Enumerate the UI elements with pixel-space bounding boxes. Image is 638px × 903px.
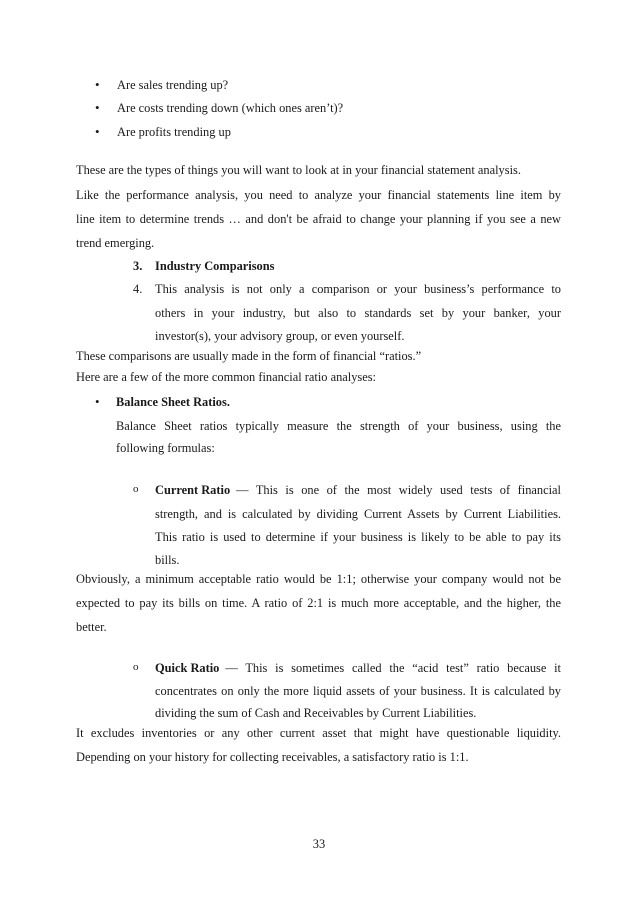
paragraph-line: These are the types of things you will want to look at in your financial statement analysis. bbox=[76, 163, 521, 177]
paragraph-line: line item to determine trends … and don't be afraid to change your planning if you see a new bbox=[76, 212, 561, 226]
bullet-dot: • bbox=[95, 124, 100, 139]
bullet-item: Are costs trending down (which ones aren’t)? bbox=[117, 101, 344, 115]
paragraph-line: Like the performance analysis, you need to analyze your financial statements line item by bbox=[76, 188, 561, 202]
paragraph-line: trend emerging. bbox=[76, 236, 155, 250]
paragraph-line: better. bbox=[76, 620, 107, 634]
page-number: 33 bbox=[312, 837, 326, 851]
bullet-dot: • bbox=[95, 77, 100, 92]
paragraph-line: Here are a few of the more common financial ratio analyses: bbox=[76, 370, 376, 384]
paragraph-line: — This is one of the most widely used tests of financial bbox=[236, 483, 561, 497]
paragraph-line: investor(s), your advisory group, or even yourself. bbox=[155, 329, 405, 343]
paragraph-line: concentrates on only the more liquid assets of your business. It is calculated by bbox=[155, 684, 561, 698]
paragraph-line: bills. bbox=[155, 553, 180, 567]
paragraph-line: following formulas: bbox=[116, 441, 215, 455]
paragraph-line: Obviously, a minimum acceptable ratio would be 1:1; otherwise your company would not be bbox=[76, 572, 561, 586]
paragraph-line: Depending on your history for collecting receivables, a satisfactory ratio is 1:1. bbox=[76, 750, 469, 764]
list-number: 4. bbox=[133, 282, 143, 296]
list-number: 3. bbox=[133, 259, 143, 273]
section-heading: Industry Comparisons bbox=[155, 259, 275, 273]
paragraph-line: Balance Sheet ratios typically measure the strength of your business, using the bbox=[116, 419, 561, 433]
paragraph-line: strength, and is calculated by dividing Current Assets by Current Liabilities. bbox=[155, 507, 561, 521]
paragraph-line: This ratio is used to determine if your business is likely to be able to pay its bbox=[155, 530, 561, 544]
bullet-dot: • bbox=[95, 100, 100, 115]
term-heading: Quick Ratio bbox=[155, 661, 220, 675]
bullet-dot: • bbox=[95, 394, 100, 409]
paragraph-line: These comparisons are usually made in the form of financial “ratios.” bbox=[76, 349, 422, 363]
paragraph-line: — This is sometimes called the “acid test” ratio because it bbox=[225, 661, 561, 675]
paragraph-line: dividing the sum of Cash and Receivables by Current Liabilities. bbox=[155, 706, 477, 720]
bullet-item: Are profits trending up bbox=[117, 125, 231, 139]
paragraph-line: expected to pay its bills on time. A ratio of 2:1 is much more acceptable, and the higher, the bbox=[76, 596, 561, 610]
sub-bullet-marker: o bbox=[133, 483, 139, 495]
quick-ratio-line bbox=[155, 662, 561, 674]
bullet-item: Are sales trending up? bbox=[117, 78, 229, 92]
paragraph-line: It excludes inventories or any other current asset that might have questionable liquidity. bbox=[76, 726, 561, 740]
term-heading: Current Ratio bbox=[155, 483, 231, 497]
section-heading: Balance Sheet Ratios. bbox=[116, 395, 230, 409]
sub-bullet-marker: o bbox=[133, 661, 139, 673]
paragraph-line: others in your industry, but also to standards set by your banker, your bbox=[155, 306, 561, 320]
current-ratio-line bbox=[155, 484, 561, 496]
paragraph-line: This analysis is not only a comparison or your business’s performance to bbox=[155, 282, 561, 296]
